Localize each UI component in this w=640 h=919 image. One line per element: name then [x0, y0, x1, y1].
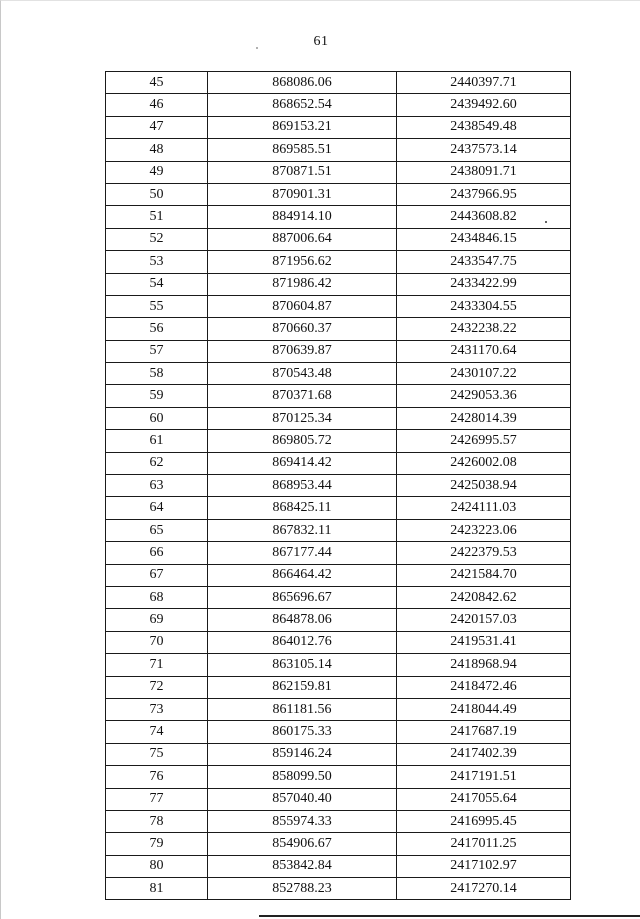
point-number-cell: 69 — [106, 609, 208, 631]
y-coordinate-cell: 2426995.57 — [397, 430, 571, 452]
point-number-cell: 45 — [106, 72, 208, 94]
point-number-cell: 81 — [106, 878, 208, 900]
table-row — [106, 497, 571, 519]
y-coordinate-cell: 2437966.95 — [397, 183, 571, 205]
table-row — [106, 475, 571, 497]
point-number-cell: 47 — [106, 116, 208, 138]
y-coordinate-cell: 2429053.36 — [397, 385, 571, 407]
page-number: 61 — [313, 34, 329, 49]
point-number-cell: 66 — [106, 542, 208, 564]
x-coordinate-cell: 870371.68 — [208, 385, 397, 407]
y-coordinate-cell: 2430107.22 — [397, 363, 571, 385]
y-coordinate-cell: 2418968.94 — [397, 654, 571, 676]
x-coordinate-cell: 858099.50 — [208, 766, 397, 788]
table-row — [106, 878, 571, 900]
point-number-cell: 67 — [106, 564, 208, 586]
y-coordinate-cell: 2438091.71 — [397, 161, 571, 183]
x-coordinate-cell: 868652.54 — [208, 94, 397, 116]
y-coordinate-cell: 2438549.48 — [397, 116, 571, 138]
y-coordinate-cell: 2434846.15 — [397, 228, 571, 250]
y-coordinate-cell: 2439492.60 — [397, 94, 571, 116]
table-row — [106, 855, 571, 877]
x-coordinate-cell: 860175.33 — [208, 721, 397, 743]
bottom-rule — [259, 915, 640, 917]
table-row — [106, 586, 571, 608]
y-coordinate-cell: 2425038.94 — [397, 475, 571, 497]
point-number-cell: 79 — [106, 833, 208, 855]
y-coordinate-cell: 2443608.82 — [397, 206, 571, 228]
table-row — [106, 228, 571, 250]
y-coordinate-cell: 2418472.46 — [397, 676, 571, 698]
y-coordinate-cell: 2437573.14 — [397, 139, 571, 161]
table-row — [106, 340, 571, 362]
point-number-cell: 80 — [106, 855, 208, 877]
table-row — [106, 318, 571, 340]
x-coordinate-cell: 864878.06 — [208, 609, 397, 631]
table-row — [106, 698, 571, 720]
point-number-cell: 76 — [106, 766, 208, 788]
point-number-cell: 62 — [106, 452, 208, 474]
x-coordinate-cell: 869585.51 — [208, 139, 397, 161]
x-coordinate-cell: 868425.11 — [208, 497, 397, 519]
table-row — [106, 139, 571, 161]
coordinates-table — [105, 71, 571, 900]
point-number-cell: 52 — [106, 228, 208, 250]
table-row — [106, 161, 571, 183]
y-coordinate-cell: 2432238.22 — [397, 318, 571, 340]
y-coordinate-cell: 2433547.75 — [397, 251, 571, 273]
point-number-cell: 56 — [106, 318, 208, 340]
scan-speck — [256, 47, 258, 49]
point-number-cell: 64 — [106, 497, 208, 519]
x-coordinate-cell: 852788.23 — [208, 878, 397, 900]
point-number-cell: 46 — [106, 94, 208, 116]
point-number-cell: 77 — [106, 788, 208, 810]
y-coordinate-cell: 2420842.62 — [397, 586, 571, 608]
x-coordinate-cell: 869153.21 — [208, 116, 397, 138]
point-number-cell: 60 — [106, 407, 208, 429]
point-number-cell: 61 — [106, 430, 208, 452]
x-coordinate-cell: 869414.42 — [208, 452, 397, 474]
y-coordinate-cell: 2422379.53 — [397, 542, 571, 564]
x-coordinate-cell: 861181.56 — [208, 698, 397, 720]
table-row — [106, 676, 571, 698]
point-number-cell: 70 — [106, 631, 208, 653]
table-row — [106, 94, 571, 116]
y-coordinate-cell: 2433304.55 — [397, 295, 571, 317]
table-row — [106, 363, 571, 385]
y-coordinate-cell: 2417687.19 — [397, 721, 571, 743]
table-row — [106, 116, 571, 138]
x-coordinate-cell: 857040.40 — [208, 788, 397, 810]
table-row — [106, 385, 571, 407]
table-row — [106, 251, 571, 273]
table-row — [106, 833, 571, 855]
table-row — [106, 564, 571, 586]
x-coordinate-cell: 871956.62 — [208, 251, 397, 273]
table-row — [106, 430, 571, 452]
x-coordinate-cell: 870871.51 — [208, 161, 397, 183]
x-coordinate-cell: 855974.33 — [208, 810, 397, 832]
point-number-cell: 58 — [106, 363, 208, 385]
x-coordinate-cell: 867177.44 — [208, 542, 397, 564]
y-coordinate-cell: 2417055.64 — [397, 788, 571, 810]
y-coordinate-cell: 2440397.71 — [397, 72, 571, 94]
x-coordinate-cell: 862159.81 — [208, 676, 397, 698]
y-coordinate-cell: 2418044.49 — [397, 698, 571, 720]
table-row — [106, 519, 571, 541]
point-number-cell: 68 — [106, 586, 208, 608]
point-number-cell: 72 — [106, 676, 208, 698]
point-number-cell: 59 — [106, 385, 208, 407]
y-coordinate-cell: 2431170.64 — [397, 340, 571, 362]
coordinates-table-body — [106, 72, 571, 900]
point-number-cell: 78 — [106, 810, 208, 832]
x-coordinate-cell: 870604.87 — [208, 295, 397, 317]
point-number-cell: 48 — [106, 139, 208, 161]
point-number-cell: 53 — [106, 251, 208, 273]
point-number-cell: 51 — [106, 206, 208, 228]
point-number-cell: 73 — [106, 698, 208, 720]
point-number-cell: 54 — [106, 273, 208, 295]
table-row — [106, 542, 571, 564]
y-coordinate-cell: 2417270.14 — [397, 878, 571, 900]
x-coordinate-cell: 865696.67 — [208, 586, 397, 608]
point-number-cell: 63 — [106, 475, 208, 497]
table-row — [106, 766, 571, 788]
x-coordinate-cell: 869805.72 — [208, 430, 397, 452]
table-row — [106, 273, 571, 295]
y-coordinate-cell: 2416995.45 — [397, 810, 571, 832]
table-row — [106, 721, 571, 743]
y-coordinate-cell: 2426002.08 — [397, 452, 571, 474]
x-coordinate-cell: 863105.14 — [208, 654, 397, 676]
x-coordinate-cell: 870543.48 — [208, 363, 397, 385]
x-coordinate-cell: 870660.37 — [208, 318, 397, 340]
table-row — [106, 183, 571, 205]
point-number-cell: 57 — [106, 340, 208, 362]
y-coordinate-cell: 2417191.51 — [397, 766, 571, 788]
x-coordinate-cell: 870639.87 — [208, 340, 397, 362]
y-coordinate-cell: 2428014.39 — [397, 407, 571, 429]
table-row — [106, 654, 571, 676]
y-coordinate-cell: 2417102.97 — [397, 855, 571, 877]
y-coordinate-cell: 2417011.25 — [397, 833, 571, 855]
y-coordinate-cell: 2420157.03 — [397, 609, 571, 631]
point-number-cell: 55 — [106, 295, 208, 317]
x-coordinate-cell: 870901.31 — [208, 183, 397, 205]
x-coordinate-cell: 864012.76 — [208, 631, 397, 653]
y-coordinate-cell: 2423223.06 — [397, 519, 571, 541]
y-coordinate-cell: 2421584.70 — [397, 564, 571, 586]
x-coordinate-cell: 870125.34 — [208, 407, 397, 429]
point-number-cell: 71 — [106, 654, 208, 676]
x-coordinate-cell: 867832.11 — [208, 519, 397, 541]
x-coordinate-cell: 871986.42 — [208, 273, 397, 295]
x-coordinate-cell: 854906.67 — [208, 833, 397, 855]
x-coordinate-cell: 866464.42 — [208, 564, 397, 586]
point-number-cell: 49 — [106, 161, 208, 183]
table-row — [106, 206, 571, 228]
y-coordinate-cell: 2424111.03 — [397, 497, 571, 519]
point-number-cell: 65 — [106, 519, 208, 541]
table-row — [106, 810, 571, 832]
x-coordinate-cell: 859146.24 — [208, 743, 397, 765]
table-row — [106, 407, 571, 429]
y-coordinate-cell: 2433422.99 — [397, 273, 571, 295]
x-coordinate-cell: 853842.84 — [208, 855, 397, 877]
table-row — [106, 295, 571, 317]
y-coordinate-cell: 2417402.39 — [397, 743, 571, 765]
x-coordinate-cell: 887006.64 — [208, 228, 397, 250]
point-number-cell: 50 — [106, 183, 208, 205]
y-coordinate-cell: 2419531.41 — [397, 631, 571, 653]
table-row — [106, 609, 571, 631]
x-coordinate-cell: 884914.10 — [208, 206, 397, 228]
table-row — [106, 788, 571, 810]
table-row — [106, 72, 571, 94]
x-coordinate-cell: 868953.44 — [208, 475, 397, 497]
x-coordinate-cell: 868086.06 — [208, 72, 397, 94]
table-row — [106, 743, 571, 765]
point-number-cell: 75 — [106, 743, 208, 765]
table-row — [106, 452, 571, 474]
table-row — [106, 631, 571, 653]
point-number-cell: 74 — [106, 721, 208, 743]
